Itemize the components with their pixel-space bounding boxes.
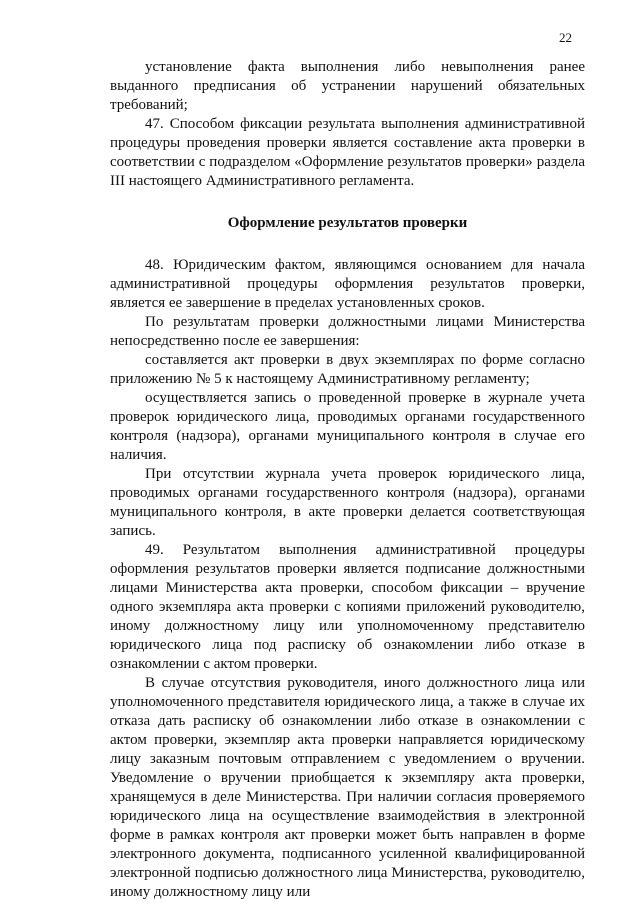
paragraph-act-compiled: составляется акт проверки в двух экземплярах по форме согласно приложению № 5 к настоящему Административному регламенту;	[110, 352, 585, 387]
document-body	[110, 58, 585, 902]
section-title: Оформление результатов проверки	[227, 215, 468, 231]
paragraph-absence-case: В случае отсутствия руководителя, иного должностного лица или уполномоченного представителя юридического лица, а также в случае их отказа дать расписку об ознакомлении либо отказе в ознакомлении с актом проверки, экземпляр акта проверки направляется юридическому лицу заказным почтовым отправлением с уведомлением о вручении. Уведомление о вручении приобщается к экземпляру акта проверки, хранящемуся в деле Министерства. При наличии согласия проверяемого юридического лица на осуществление взаимодействия в электронной форме в рамках контроля акт проверки может быть направлен в форме электронного документа, подписанного усиленной квалифицированной электронной подписью должностного лица Министерства, руководителю, иному должностному лицу или	[110, 675, 585, 900]
paragraph-results-intro: По результатам проверки должностными лицами Министерства непосредственно после ее завершения:	[110, 314, 585, 349]
page-number: 22	[559, 30, 572, 45]
paragraph-continuation: установление факта выполнения либо невыполнения ранее выданного предписания об устранении нарушений обязательных требований;	[110, 59, 585, 113]
paragraph-48: 48. Юридическим фактом, являющимся основанием для начала административной процедуры оформления результатов проверки, является ее завершение в пределах установленных сроков.	[110, 257, 585, 311]
paragraph-47: 47. Способом фиксации результата выполнения административной процедуры проведения проверки является составление акта проверки в соответствии с подразделом «Оформление результатов проверки» раздела III настоящего Административного регламента.	[110, 116, 585, 189]
paragraph-no-journal: При отсутствии журнала учета проверок юридического лица, проводимых органами государственного контроля (надзора), органами муниципального контроля, в акте проверки делается соответствующая запись.	[110, 466, 585, 539]
paragraph-49: 49. Результатом выполнения административной процедуры оформления результатов проверки является подписание должностными лицами Министерства акта проверки, способом фиксации – вручение одного экземпляра акта проверки с копиями приложений руководителю, иному должностному лицу или уполномоченному представителю юридического лица под расписку об ознакомлении либо отказе в ознакомлении с актом проверки.	[110, 542, 585, 672]
paragraph-journal-entry: осуществляется запись о проведенной проверке в журнале учета проверок юридического лица, проводимых органами государственного контроля (надзора), органами муниципального контроля в случае его наличия.	[110, 390, 585, 463]
